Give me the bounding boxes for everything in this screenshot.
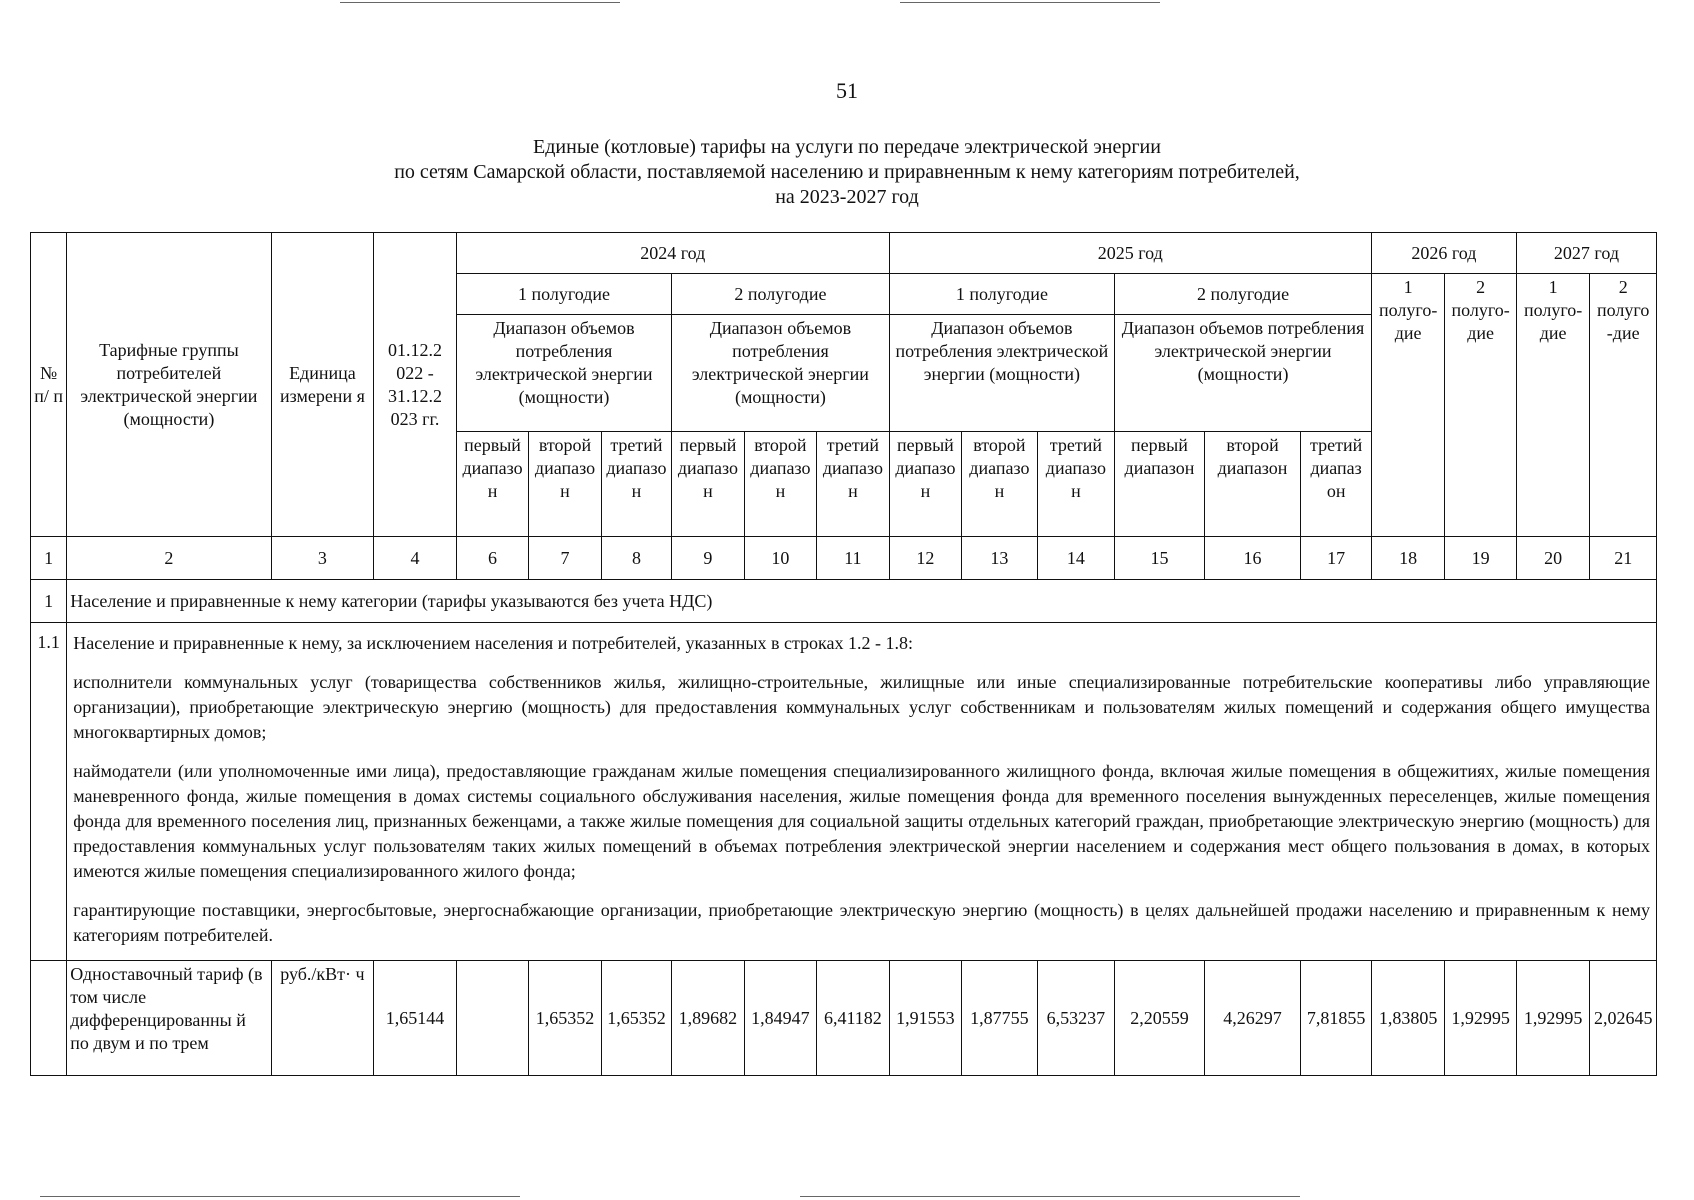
header-2024-h2-second: второй диапазо н xyxy=(744,432,816,537)
tariff-value: 2,02645 xyxy=(1590,961,1657,1076)
section-1-1-content xyxy=(67,623,1657,961)
header-range-2025-h1: Диапазон объемов потребления электрической энергии (мощности) xyxy=(889,315,1114,432)
header-2026-half2-label: полуго- дие xyxy=(1451,300,1510,343)
header-2027-half2-label: полуго -дие xyxy=(1597,300,1650,343)
tariff-value: 1,92995 xyxy=(1516,961,1589,1076)
col-number: 1 xyxy=(31,537,67,580)
header-2026-half2-num: 2 xyxy=(1476,277,1486,297)
tariff-value: 6,41182 xyxy=(817,961,890,1076)
tariff-label: Одноставочный тариф (в том числе дифференцированны й по двум и по трем xyxy=(67,961,271,1076)
header-2027-half1-label: полуго- дие xyxy=(1523,300,1583,343)
column-number-row xyxy=(31,537,1657,580)
header-unit: Единица измерени я xyxy=(271,233,374,537)
header-2027-half2-num: 2 xyxy=(1618,277,1628,297)
header-2025-h1-second: второй диапазо н xyxy=(962,432,1038,537)
section-1-1-paragraph-3: гарантирующие поставщики, энергосбытовые, энергоснабжающие организации, приобретающие электрическую энергию (мощность) в целях дальнейшей продажи населению и приравненным к нему категориям потребителей. xyxy=(73,900,1650,945)
col-number: 3 xyxy=(271,537,374,580)
tariff-value: 1,65352 xyxy=(601,961,671,1076)
header-2024-h2-first: первый диапазо н xyxy=(672,432,744,537)
section-1-row xyxy=(31,580,1657,623)
header-range-2024-h1: Диапазон объемов потребления электрической энергии (мощности) xyxy=(456,315,671,432)
col-number: 15 xyxy=(1115,537,1205,580)
col-number: 18 xyxy=(1371,537,1444,580)
col-number: 12 xyxy=(889,537,961,580)
header-2026-half2 xyxy=(1445,274,1516,537)
col-number: 2 xyxy=(67,537,271,580)
section-1-text: Население и приравненные к нему категории (тарифы указываются без учета НДС) xyxy=(67,580,1657,623)
header-2025-h1-first: первый диапазо н xyxy=(889,432,961,537)
col-number: 7 xyxy=(529,537,601,580)
header-2024-h1-first: первый диапазо н xyxy=(456,432,528,537)
tariff-value: 1,65352 xyxy=(529,961,601,1076)
scan-edge-line xyxy=(40,1196,520,1197)
tariff-unit: руб./кВт· ч xyxy=(271,961,374,1076)
header-2026-half1-label: полуго- дие xyxy=(1379,300,1438,343)
section-1-1-number: 1.1 xyxy=(31,623,67,961)
header-range-2024-h2: Диапазон объемов потребления электрической энергии (мощности) xyxy=(672,315,889,432)
tariff-value: 1,84947 xyxy=(744,961,816,1076)
header-groups: Тарифные группы потребителей электрической энергии (мощности) xyxy=(67,233,271,537)
header-year-2025: 2025 год xyxy=(889,233,1371,274)
tariff-value: 1,83805 xyxy=(1371,961,1444,1076)
header-2026-half1-num: 1 xyxy=(1403,277,1413,297)
tariff-value: 1,92995 xyxy=(1445,961,1516,1076)
col-number: 8 xyxy=(601,537,671,580)
header-2027-half1-num: 1 xyxy=(1548,277,1558,297)
tariff-value: 6,53237 xyxy=(1037,961,1115,1076)
col-number: 14 xyxy=(1037,537,1115,580)
tariff-value: 2,20559 xyxy=(1115,961,1205,1076)
scan-edge-line xyxy=(340,2,620,3)
tariff-row xyxy=(31,961,1657,1076)
tariff-value: 1,91553 xyxy=(889,961,961,1076)
tariff-row-number xyxy=(31,961,67,1076)
col-number: 9 xyxy=(672,537,744,580)
header-number: № п/ п xyxy=(31,233,67,537)
tariff-value: 7,81855 xyxy=(1301,961,1372,1076)
header-year-2024: 2024 год xyxy=(456,233,889,274)
header-2024-h2-third: третий диапазо н xyxy=(817,432,890,537)
section-1-1-paragraph-1: исполнители коммунальных услуг (товарищества собственников жилья, жилищно-строительные, жилищные или иные специализированные потребительские кооперативы либо управляющие организации), приобретающие электрическую энергию (мощность) для предоставления коммунальных услуг собственникам и пользователям жилых помещений и содержания общего имущества многоквартирных домов; xyxy=(73,672,1650,742)
col-number: 13 xyxy=(962,537,1038,580)
col-number: 21 xyxy=(1590,537,1657,580)
header-2025-h2-second: второй диапазон xyxy=(1204,432,1301,537)
header-range-2025-h2: Диапазон объемов потребления электрической энергии (мощности) xyxy=(1115,315,1372,432)
header-2024-h1-second: второй диапазо н xyxy=(529,432,601,537)
header-year-2027: 2027 год xyxy=(1516,233,1656,274)
header-2025-h2-first: первый диапазон xyxy=(1115,432,1205,537)
col-number: 4 xyxy=(374,537,457,580)
section-1-1-paragraph-2: наймодатели (или уполномоченные ими лица), предоставляющие гражданам жилые помещения специализированного жилищного фонда, включая жилые помещения в общежитиях, жилые помещения маневренного фонда, жилые помещения в домах системы социального обслуживания населения, жилые помещения фонда для временного поселения вынужденных переселенцев, жилые помещения фонда для временного поселения лиц, признанных беженцами, а также жилые помещения для социальной защиты отдельных категорий граждан, приобретающие электрическую энергию (мощность) для предоставления коммунальных услуг пользователям таких жилых помещений в объемах потребления электрической энергии населением и содержания мест общего пользования в домах, в которых имеются жилые помещения специализированного жилого фонда; xyxy=(73,761,1650,881)
header-row-years xyxy=(31,233,1657,274)
col-number: 17 xyxy=(1301,537,1372,580)
header-period: 01.12.2 022 - 31.12.2 023 гг. xyxy=(374,233,457,537)
header-2025-h1-third: третий диапазо н xyxy=(1037,432,1115,537)
tariff-value xyxy=(456,961,528,1076)
col-number: 20 xyxy=(1516,537,1589,580)
header-2025-h2-third: третий диапаз он xyxy=(1301,432,1372,537)
page-number: 51 xyxy=(836,78,858,103)
document-title xyxy=(0,135,1694,210)
header-2026-half1 xyxy=(1371,274,1444,537)
header-2025-half1: 1 полугодие xyxy=(889,274,1114,315)
title-line-2: по сетям Самарской области, поставляемой населению и приравненным к нему категориям потребителей, xyxy=(394,161,1300,183)
col-number: 6 xyxy=(456,537,528,580)
title-line-3: на 2023-2027 год xyxy=(775,186,919,208)
tariff-table xyxy=(30,232,1657,1076)
tariff-value: 1,87755 xyxy=(962,961,1038,1076)
col-number: 10 xyxy=(744,537,816,580)
header-2024-h1-third: третий диапазо н xyxy=(601,432,671,537)
section-1-number: 1 xyxy=(31,580,67,623)
header-year-2026: 2026 год xyxy=(1371,233,1516,274)
header-2027-half2 xyxy=(1590,274,1657,537)
section-1-1-row xyxy=(31,623,1657,961)
col-number: 19 xyxy=(1445,537,1516,580)
tariff-value: 4,26297 xyxy=(1204,961,1301,1076)
header-2025-half2: 2 полугодие xyxy=(1115,274,1372,315)
header-2027-half1 xyxy=(1516,274,1589,537)
col-number: 16 xyxy=(1204,537,1301,580)
scan-edge-line xyxy=(800,1196,1300,1197)
tariff-table-wrapper xyxy=(30,232,1657,1076)
header-2024-half1: 1 полугодие xyxy=(456,274,671,315)
tariff-value: 1,89682 xyxy=(672,961,744,1076)
title-line-1: Единые (котловые) тарифы на услуги по передаче электрической энергии xyxy=(533,136,1161,158)
header-2024-half2: 2 полугодие xyxy=(672,274,889,315)
section-1-1-lead: Население и приравненные к нему, за исключением населения и потребителей, указанных в строках 1.2 - 1.8: xyxy=(73,633,914,653)
scan-edge-line xyxy=(900,2,1160,3)
tariff-value: 1,65144 xyxy=(374,961,457,1076)
col-number: 11 xyxy=(817,537,890,580)
